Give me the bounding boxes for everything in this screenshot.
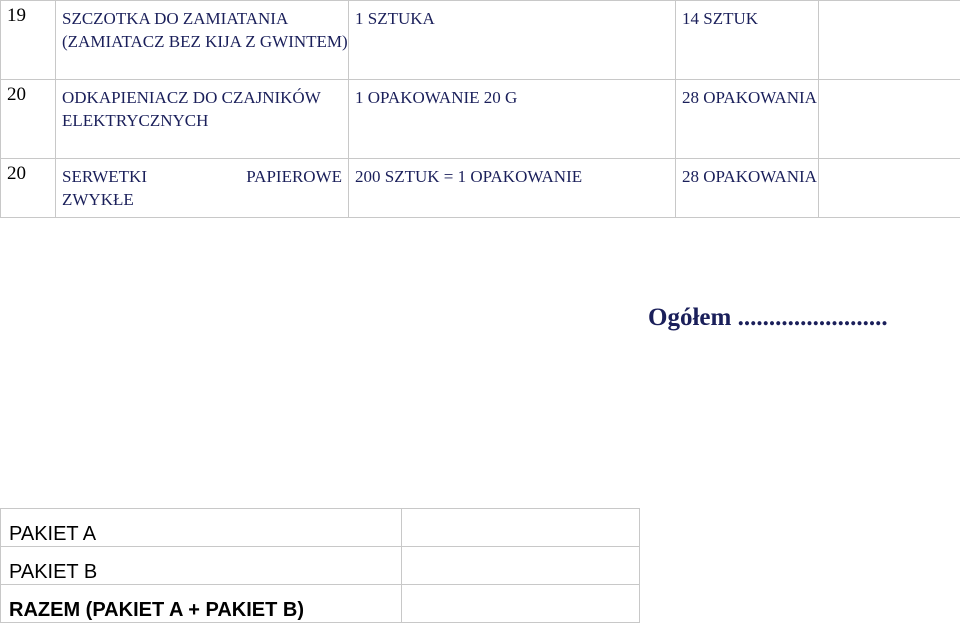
- summary-row-razem: [1, 585, 640, 623]
- table-row: [1, 1, 960, 80]
- item-number: 20: [1, 159, 56, 218]
- item-number: 19: [1, 1, 56, 80]
- item-number: 20: [1, 80, 56, 159]
- summary-row-pakiet-b: [1, 547, 640, 585]
- item-package: [349, 1, 676, 80]
- item-extra-cell[interactable]: [819, 159, 960, 218]
- item-name-left: SERWETKI: [62, 167, 147, 186]
- item-package-text: 1 OPAKOWANIE 20 G: [355, 88, 518, 107]
- item-quantity-text: 28 OPAKOWANIA: [682, 167, 817, 186]
- item-name: [56, 159, 349, 218]
- item-quantity-text: 28 OPAKOWANIA: [682, 88, 817, 107]
- item-package: [349, 80, 676, 159]
- item-extra-cell[interactable]: [819, 1, 960, 80]
- pakiet-b-value[interactable]: [402, 547, 640, 585]
- table-row: [1, 80, 960, 159]
- item-package: [349, 159, 676, 218]
- item-quantity-text: 14 SZTUK: [682, 9, 759, 28]
- item-package-text: 200 SZTUK = 1 OPAKOWANIE: [355, 167, 583, 186]
- item-name-text: SZCZOTKA DO ZAMIATANIA (ZAMIATACZ BEZ KIJA Z GWINTEM): [62, 9, 348, 51]
- pakiet-a-label: PAKIET A: [1, 509, 402, 547]
- total-label: Ogółem ........................: [648, 304, 888, 331]
- item-quantity: [676, 1, 819, 80]
- item-quantity: [676, 159, 819, 218]
- summary-table: [0, 508, 640, 623]
- item-package-text: 1 SZTUKA: [355, 9, 435, 28]
- item-name-text: ODKAPIENIACZ DO CZAJNIKÓW ELEKTRYCZNYCH: [62, 88, 321, 130]
- item-name-line2: ZWYKŁE: [62, 190, 134, 209]
- item-extra-cell[interactable]: [819, 80, 960, 159]
- item-name-line1: [62, 159, 348, 188]
- item-quantity: [676, 80, 819, 159]
- pakiet-b-label: PAKIET B: [1, 547, 402, 585]
- razem-label: RAZEM (PAKIET A + PAKIET B): [1, 585, 402, 623]
- item-name: [56, 80, 349, 159]
- items-table: [0, 0, 960, 218]
- item-name: [56, 1, 349, 80]
- razem-value[interactable]: [402, 585, 640, 623]
- table-row: [1, 159, 960, 218]
- item-name-right: PAPIEROWE: [246, 167, 342, 186]
- summary-row-pakiet-a: [1, 509, 640, 547]
- pakiet-a-value[interactable]: [402, 509, 640, 547]
